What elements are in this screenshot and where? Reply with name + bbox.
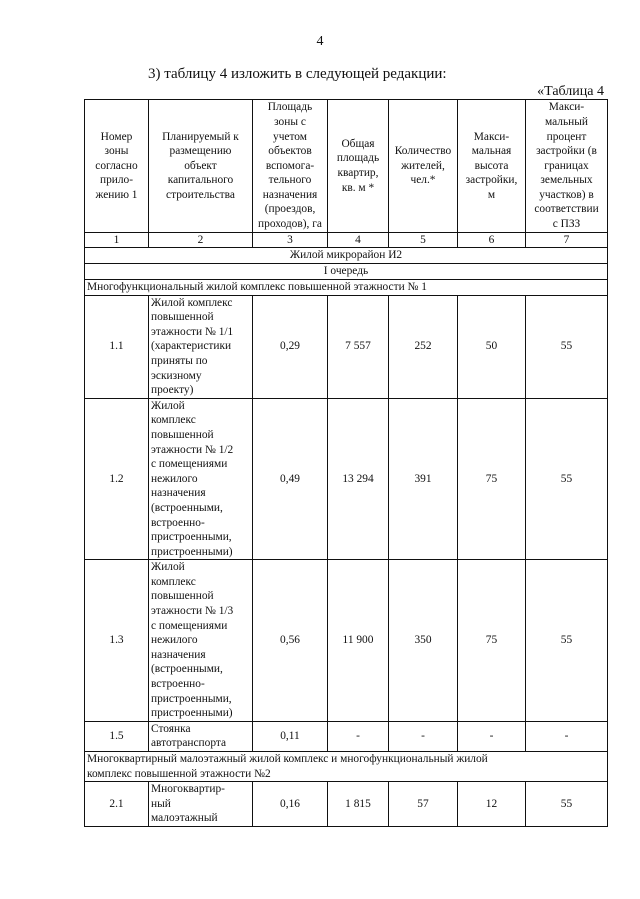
- zone-area: 0,29: [253, 295, 328, 398]
- residents: 57: [389, 782, 458, 827]
- header-residents: Количество жителей, чел.*: [389, 100, 458, 233]
- column-number: 1: [85, 233, 149, 248]
- header-planned-object: Планируемый к размещению объект капитального строительства: [149, 100, 253, 233]
- group-1-title: Многофункциональный жилой комплекс повышенной этажности № 1: [85, 280, 608, 296]
- group-2-title: Многоквартирный малоэтажный жилой комплекс и многофункциональный жилой комплекс повышенной этажности №2: [85, 752, 608, 782]
- object-name: Стоянка автотранспорта: [149, 721, 253, 751]
- stage-row: [85, 264, 608, 280]
- residents: 252: [389, 295, 458, 398]
- zone-area: 0,16: [253, 782, 328, 827]
- zone-number: 1.5: [85, 721, 149, 751]
- residents: 350: [389, 560, 458, 722]
- zone-number: 1.1: [85, 295, 149, 398]
- header-max-percent: Макси- мальный процент застройки (в границах земельных участков) в соответствии с ПЗЗ: [526, 100, 608, 233]
- flat-area: -: [328, 721, 389, 751]
- header-zone-area: Площадь зоны с учетом объектов вспомога- тельного назначения (проездов, проходов), га: [253, 100, 328, 233]
- zone-area: 0,11: [253, 721, 328, 751]
- max-percent: 55: [526, 295, 608, 398]
- table-row: [85, 398, 608, 560]
- column-number: 6: [458, 233, 526, 248]
- max-height: 75: [458, 560, 526, 722]
- max-percent: 55: [526, 398, 608, 560]
- object-name: Жилой комплекс повышенной этажности № 1/3 с помещениями нежилого назначения (встроенными, встроенно- пристроенными, пристроенными): [149, 560, 253, 722]
- column-number: 5: [389, 233, 458, 248]
- object-name: Многоквартир- ный малоэтажный: [149, 782, 253, 827]
- table-row: [85, 560, 608, 722]
- amendment-intro: 3) таблицу 4 изложить в следующей редакции:: [148, 66, 447, 82]
- max-height: 12: [458, 782, 526, 827]
- column-number: 3: [253, 233, 328, 248]
- object-name: Жилой комплекс повышенной этажности № 1/2 с помещениями нежилого назначения (встроенными, встроенно- пристроенными, пристроенными): [149, 398, 253, 560]
- column-number-row: [85, 233, 608, 248]
- header-flat-area: Общая площадь квартир, кв. м *: [328, 100, 389, 233]
- district-title: Жилой микрорайон И2: [85, 248, 608, 264]
- table-row: [85, 782, 608, 827]
- max-percent: -: [526, 721, 608, 751]
- max-height: 50: [458, 295, 526, 398]
- zone-number: 1.2: [85, 398, 149, 560]
- table-caption: «Таблица 4: [537, 84, 604, 99]
- residents: -: [389, 721, 458, 751]
- column-number: 2: [149, 233, 253, 248]
- header-row: [85, 100, 608, 233]
- group-row: [85, 280, 608, 296]
- max-percent: 55: [526, 782, 608, 827]
- header-zone-number: Номер зоны согласно прило- жению 1: [85, 100, 149, 233]
- stage-title: I очередь: [85, 264, 608, 280]
- zone-number: 1.3: [85, 560, 149, 722]
- page-number: 4: [316, 34, 324, 49]
- flat-area: 11 900: [328, 560, 389, 722]
- max-height: 75: [458, 398, 526, 560]
- zone-area: 0,49: [253, 398, 328, 560]
- max-height: -: [458, 721, 526, 751]
- max-percent: 55: [526, 560, 608, 722]
- residents: 391: [389, 398, 458, 560]
- object-name: Жилой комплекс повышенной этажности № 1/1 (характеристики приняты по эскизному проекту): [149, 295, 253, 398]
- column-number: 4: [328, 233, 389, 248]
- table-row: [85, 721, 608, 751]
- zone-number: 2.1: [85, 782, 149, 827]
- district-row: [85, 248, 608, 264]
- zone-area: 0,56: [253, 560, 328, 722]
- table-row: [85, 295, 608, 398]
- column-number: 7: [526, 233, 608, 248]
- header-max-height: Макси- мальная высота застройки, м: [458, 100, 526, 233]
- zones-table: [84, 99, 608, 827]
- flat-area: 13 294: [328, 398, 389, 560]
- group-row: [85, 752, 608, 782]
- flat-area: 7 557: [328, 295, 389, 398]
- flat-area: 1 815: [328, 782, 389, 827]
